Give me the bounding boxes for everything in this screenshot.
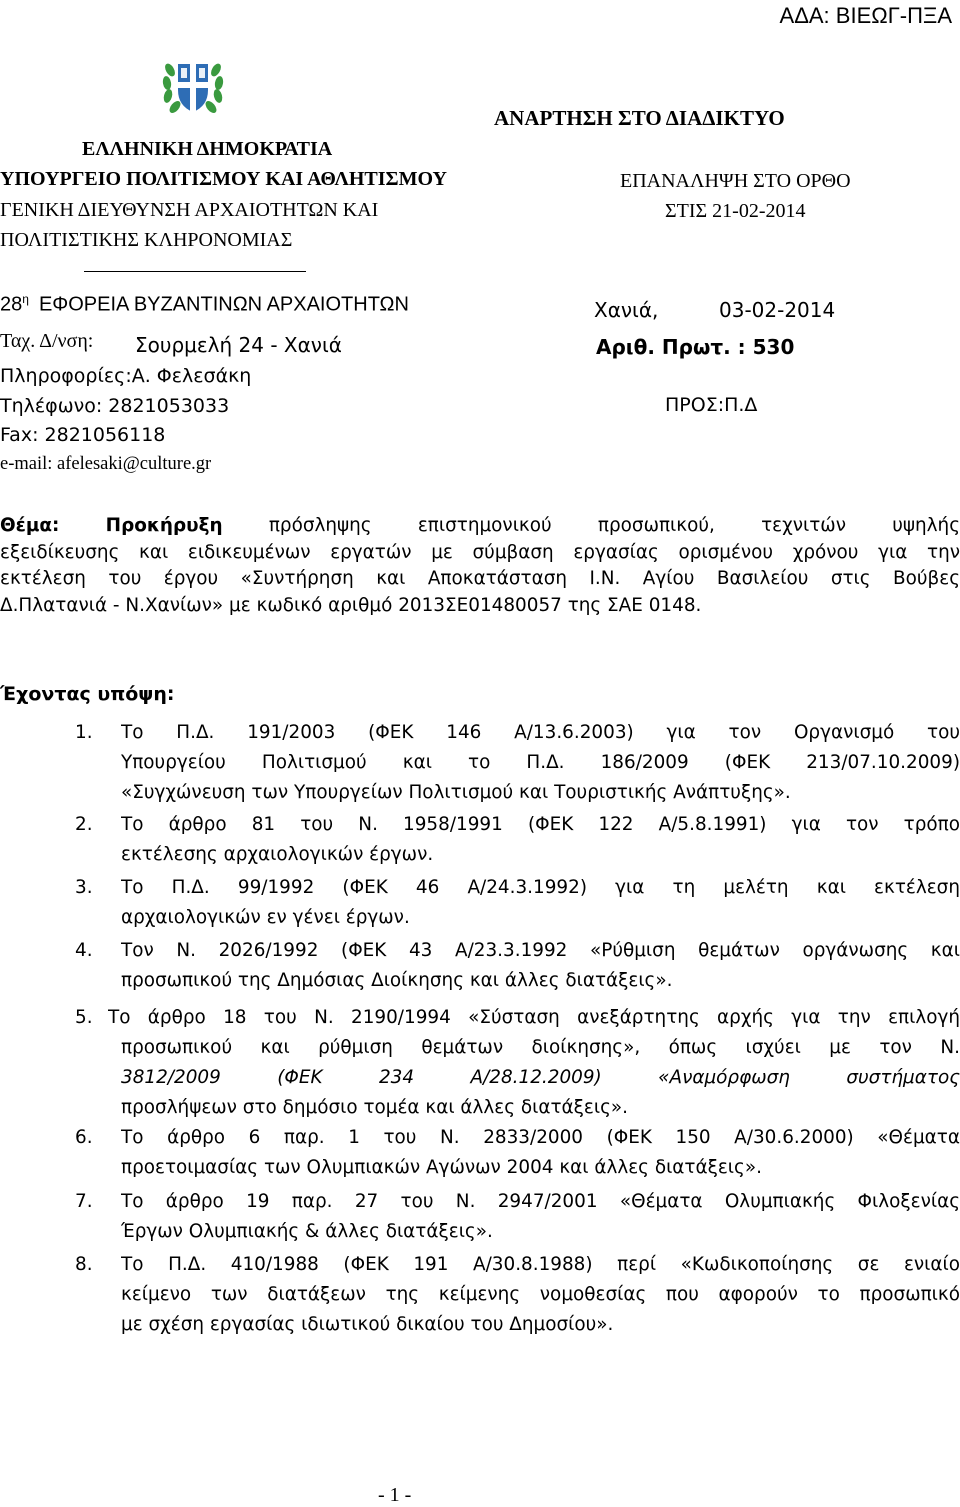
considering-heading: Έχοντας υπόψη: <box>0 683 175 705</box>
list-item-line: «Συγχώνευση των Υπουργείων Πολιτισμού και Τουριστικής Ανάπτυξης». <box>121 782 791 803</box>
header-divider <box>84 271 306 272</box>
subject-line-1 <box>0 513 960 540</box>
ephorate-number: 28 <box>0 293 23 316</box>
document-date: 03-02-2014 <box>719 298 836 322</box>
subject-line-2: εξειδίκευσης και ειδικευμένων εργατών με σύμβαση εργασίας ορισμένου χρόνου για την <box>0 541 960 563</box>
place-label: Χανιά, <box>594 298 659 322</box>
list-item-number: 4. <box>75 940 93 961</box>
ministry-heading: ΥΠΟΥΡΓΕΙΟ ΠΟΛΙΤΙΣΜΟΥ ΚΑΙ ΑΘΛΗΤΙΣΜΟΥ <box>0 168 447 190</box>
list-item-number: 6. <box>75 1127 93 1148</box>
list-item-line: Τον Ν. 2026/1992 (ΦΕΚ 43 Α/23.3.1992 «Ρύθμιση θεμάτων οργάνωσης και <box>121 940 960 961</box>
repeat-line-1: ΕΠΑΝΑΛΗΨΗ ΣΤΟ ΟΡΘΟ <box>620 170 851 192</box>
subject-line-4: Δ.Πλατανιά - Ν.Χανίων» με κωδικό αριθμό 2013ΣΕ01480057 της ΣΑΕ 0148. <box>0 594 702 616</box>
ephorate-name: ΕΦΟΡΕΙΑ ΒΥΖΑΝΤΙΝΩΝ ΑΡΧΑΙΟΤΗΤΩΝ <box>38 293 409 316</box>
ephorate-superscript: η <box>22 292 29 306</box>
info-line: Πληροφορίες:Α. Φελεσάκη <box>0 365 252 387</box>
list-item-line: αρχαιολογικών εν γένει έργων. <box>121 907 410 928</box>
recipient-line: ΠΡΟΣ:Π.Δ <box>665 394 758 416</box>
list-item-line: με σχέση εργασίας ιδιωτικού δικαίου του Δημοσίου». <box>121 1314 614 1335</box>
list-item-line: Το άρθρο 18 του Ν. 2190/1994 «Σύσταση ανεξάρτητης αρχής για την επιλογή <box>108 1007 960 1028</box>
directorate-line-2: ΠΟΛΙΤΙΣΤΙΚΗΣ ΚΛΗΡΟΝΟΜΙΑΣ <box>0 229 293 251</box>
ada-code: ΑΔΑ: ΒΙΕΩΓ-ΠΞΑ <box>779 3 952 28</box>
list-item-line: Έργων Ολυμπιακής & άλλες διατάξεις». <box>121 1221 493 1242</box>
list-item-line: Το Π.Δ. 191/2003 (ΦΕΚ 146 Α/13.6.2003) για τον Οργανισμό του <box>121 722 960 743</box>
list-item-line: Το άρθρο 6 παρ. 1 του Ν. 2833/2000 (ΦΕΚ 150 Α/30.6.2000) «Θέματα <box>121 1127 960 1148</box>
subject-paragraph <box>0 513 960 619</box>
subject-title: Προκήρυξη <box>105 515 223 536</box>
list-item-number: 1. <box>75 722 93 743</box>
list-item-number: 8. <box>75 1254 93 1275</box>
list-item-line: Το άρθρο 19 παρ. 27 του Ν. 2947/2001 «Θέματα Ολυμπιακής Φιλοξενίας <box>121 1191 960 1212</box>
address-value: Σουρμελή 24 - Χανιά <box>135 333 342 357</box>
page-number: - 1 - <box>378 1484 412 1506</box>
list-item-number: 5. <box>75 1007 93 1028</box>
republic-heading: ΕΛΛΗΝΙΚΗ ΔΗΜΟΚΡΑΤΙΑ <box>82 138 333 160</box>
list-item-line: Το άρθρο 81 του Ν. 1958/1991 (ΦΕΚ 122 Α/5.8.1991) για τον τρόπο <box>121 814 960 835</box>
subject-line-1-text: πρόσληψης επιστημονικού προσωπικού, τεχνιτών υψηλής <box>268 515 960 536</box>
email-line: e-mail: afelesaki@culture.gr <box>0 454 212 474</box>
repeat-line-2: ΣΤΙΣ 21-02-2014 <box>665 200 806 222</box>
list-item-line: προσωπικού της Δημόσιας Διοίκησης και άλλες διατάξεις». <box>121 970 673 991</box>
list-item-line: Το Π.Δ. 410/1988 (ΦΕΚ 191 Α/30.8.1988) περί «Κωδικοποίησης σε ενιαίο <box>121 1254 960 1275</box>
fax-line: Fax: 2821056118 <box>0 424 166 446</box>
protocol-number: Αριθ. Πρωτ. : 530 <box>596 335 795 359</box>
list-item-line: προσλήψεων στο δημόσιο τομέα και άλλες διατάξεις». <box>121 1097 628 1118</box>
list-item-line: Το Π.Δ. 99/1992 (ΦΕΚ 46 Α/24.3.1992) για τη μελέτη και εκτέλεση <box>121 877 960 898</box>
address-label: Ταχ. Δ/νση: <box>0 330 94 352</box>
list-item-line: εκτέλεσης αρχαιολογικών έργων. <box>121 844 434 865</box>
greek-state-emblem-icon <box>162 56 224 118</box>
list-item-line: προετοιμασίας των Ολυμπιακών Αγώνων 2004 και άλλες διατάξεις». <box>121 1157 762 1178</box>
list-item-line: κείμενο των διατάξεων της κείμενης νομοθεσίας που αφορούν το προσωπικό <box>121 1284 960 1305</box>
directorate-line-1: ΓΕΝΙΚΗ ΔΙΕΥΘΥΝΣΗ ΑΡΧΑΙΟΤΗΤΩΝ ΚΑΙ <box>0 199 379 221</box>
posting-heading: ΑΝΑΡΤΗΣΗ ΣΤΟ ΔΙΑΔΙΚΤΥΟ <box>494 106 785 130</box>
phone-line: Τηλέφωνο: 2821053033 <box>0 395 230 417</box>
list-item-number: 2. <box>75 814 93 835</box>
list-item-number: 3. <box>75 877 93 898</box>
list-item-number: 7. <box>75 1191 93 1212</box>
subject-line-3: εκτέλεση του έργου «Συντήρηση και Αποκατάσταση Ι.Ν. Αγίου Βασιλείου στις Βούβες <box>0 568 960 589</box>
list-item-line: προσωπικού και ρύθμιση θεμάτων διοίκησης», όπως ισχύει με τον Ν. <box>121 1037 960 1058</box>
ephorate-line <box>0 292 409 317</box>
list-item-line: Υπουργείου Πολιτισμού και το Π.Δ. 186/2009 (ΦΕΚ 213/07.10.2009) <box>121 752 960 773</box>
list-item-line: 3812/2009 (ΦΕΚ 234 Α/28.12.2009) «Αναμόρφωση συστήματος <box>121 1067 960 1088</box>
subject-label: Θέμα: <box>0 515 60 536</box>
